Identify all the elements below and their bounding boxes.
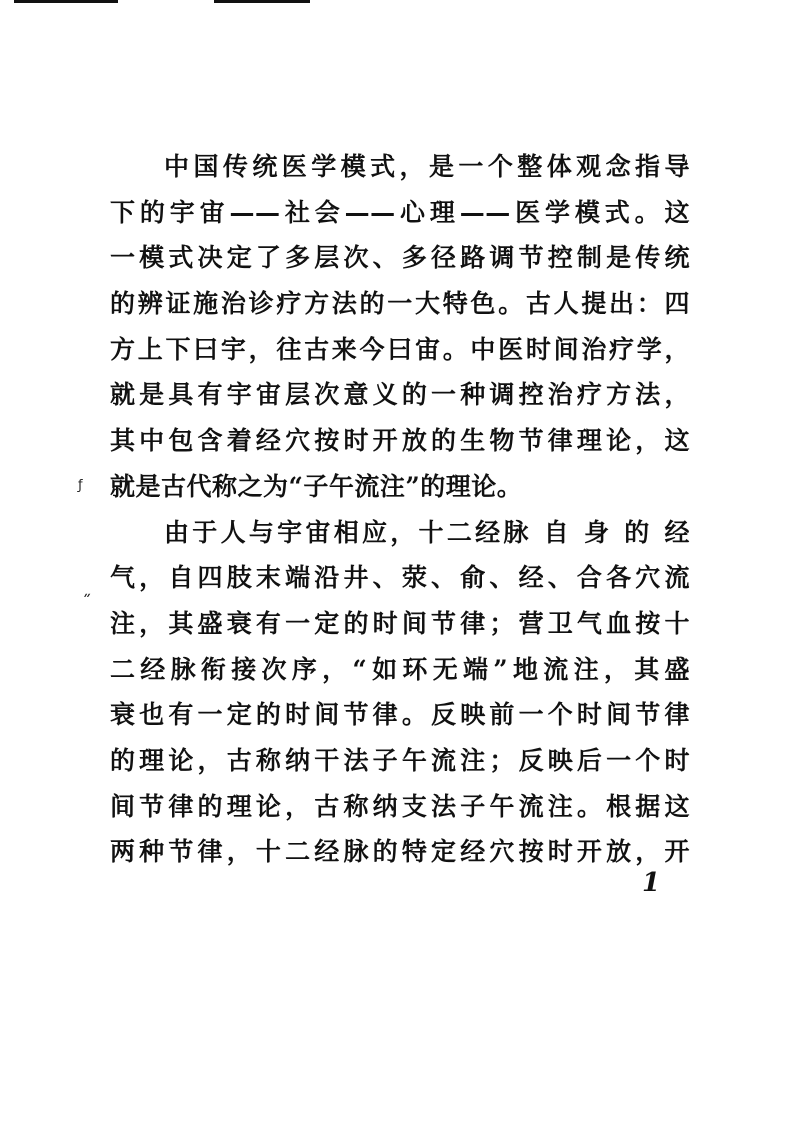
paragraph-2-line: 二经脉衔接次序，“如环无端”地流注，其盛 (110, 654, 690, 684)
paragraph-2-line: 注，其盛衰有一定的时间节律；营卫气血按十 (110, 608, 690, 638)
paragraph-2-line: 两种节律，十二经脉的特定经穴按时开放，开 (110, 837, 690, 867)
margin-mark: ˝ (82, 592, 91, 613)
page-number: 1 (642, 868, 661, 898)
paragraph-2-line: 气，自四肢末端沿井、荥、俞、经、合各穴流 (110, 563, 690, 593)
paragraph-1-line: 其中包含着经穴按时开放的生物节律理论，这 (110, 426, 690, 456)
page-body (110, 147, 690, 878)
paragraph-1-line: 方上下曰宇，往古来今曰宙。中医时间治疗学， (110, 334, 690, 364)
paragraph-1-line: 就是具有宇宙层次意义的一种调控治疗方法， (110, 380, 690, 410)
top-rule-right (214, 0, 310, 3)
paragraph-1-line: 一模式决定了多层次、多径路调节控制是传统 (110, 243, 690, 273)
paragraph-1-line: 中国传统医学模式，是一个整体观念指导 (164, 152, 690, 181)
paragraph-1-line: 下的宇宙——社会——心理——医学模式。这 (110, 197, 690, 227)
paragraph-2 (110, 513, 690, 879)
top-rule-left (14, 0, 118, 3)
paragraph-1 (110, 147, 690, 513)
paragraph-1-line: 就是古代称之为“子午流注”的理论。 (110, 471, 523, 501)
paragraph-1-line: 的辨证施治诊疗方法的一大特色。古人提出：四 (110, 289, 690, 319)
margin-mark: ƒ (78, 478, 83, 493)
paragraph-2-line: 间节律的理论，古称纳支法子午流注。根据这 (110, 791, 690, 821)
paragraph-2-line: 由于人与宇宙相应，十二经脉 自 身 的 经 (164, 517, 690, 547)
paragraph-2-line: 衰也有一定的时间节律。反映前一个时间节律 (110, 700, 690, 730)
paragraph-2-line: 的理论，古称纳干法子午流注；反映后一个时 (110, 745, 690, 775)
